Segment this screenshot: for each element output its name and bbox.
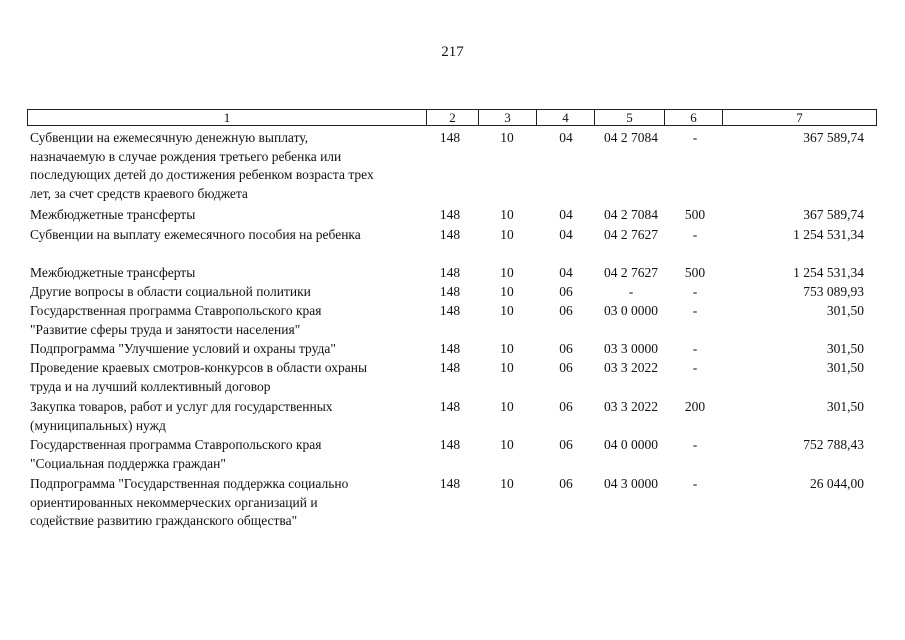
- amount: 752 788,43: [803, 437, 864, 452]
- section-code: 10: [500, 341, 514, 356]
- description-line: последующих детей до достижения ребенком возраста трех: [30, 167, 374, 182]
- row-description: [30, 398, 422, 435]
- header-col-3: 3: [478, 110, 536, 125]
- section-code: 10: [500, 399, 514, 414]
- subsection-code: 06: [559, 399, 573, 414]
- section-code: 10: [500, 227, 514, 242]
- row-description: [30, 302, 422, 339]
- target-article-code: 04 2 7084: [604, 130, 658, 145]
- subsection-code: 06: [559, 284, 573, 299]
- expense-type-code: 500: [684, 265, 706, 280]
- target-article-code: 03 3 2022: [604, 360, 658, 375]
- description-line: Межбюджетные трансферты: [30, 265, 196, 280]
- target-article-code: 04 0 0000: [604, 437, 658, 452]
- expense-type-code: -: [692, 130, 698, 145]
- amount: 753 089,93: [803, 284, 864, 299]
- amount: 1 254 531,34: [793, 227, 864, 242]
- expense-type-code: -: [692, 303, 698, 318]
- expense-type-code: -: [692, 341, 698, 356]
- description-line: Субвенции на выплату ежемесячного пособия на ребенка: [30, 227, 361, 242]
- subsection-code: 06: [559, 476, 573, 491]
- row-description: [30, 264, 422, 283]
- subsection-code: 04: [559, 227, 573, 242]
- section-code: 10: [500, 207, 514, 222]
- expense-type-code: -: [692, 476, 698, 491]
- expense-type-code: -: [692, 437, 698, 452]
- amount: 301,50: [826, 303, 864, 318]
- ministry-code: 148: [439, 227, 461, 242]
- ministry-code: 148: [439, 207, 461, 222]
- expense-type-code: -: [692, 284, 698, 299]
- row-description: [30, 283, 422, 302]
- header-col-7: 7: [722, 110, 876, 125]
- ministry-code: 148: [439, 284, 461, 299]
- ministry-code: 148: [439, 437, 461, 452]
- row-description: [30, 475, 422, 531]
- amount: 301,50: [826, 341, 864, 356]
- description-line: Государственная программа Ставропольского края: [30, 303, 322, 318]
- header-col-6: 6: [664, 110, 722, 125]
- row-description: [30, 340, 422, 359]
- ministry-code: 148: [439, 341, 461, 356]
- section-code: 10: [500, 284, 514, 299]
- section-code: 10: [500, 130, 514, 145]
- section-code: 10: [500, 476, 514, 491]
- header-col-4: 4: [536, 110, 594, 125]
- subsection-code: 06: [559, 360, 573, 375]
- section-code: 10: [500, 303, 514, 318]
- description-line: Подпрограмма "Государственная поддержка социально: [30, 476, 349, 491]
- description-line: лет, за счет средств краевого бюджета: [30, 185, 248, 201]
- expense-type-code: 500: [684, 207, 706, 222]
- target-article-code: 04 3 0000: [604, 476, 658, 491]
- description-line: Государственная программа Ставропольского края: [30, 437, 322, 452]
- expense-type-code: 200: [684, 399, 706, 414]
- header-col-2: 2: [426, 110, 478, 125]
- subsection-code: 04: [559, 207, 573, 222]
- amount: 1 254 531,34: [793, 265, 864, 280]
- target-article-code: 03 0 0000: [604, 303, 658, 318]
- row-description: [30, 206, 422, 225]
- header-col-1: 1: [223, 110, 231, 125]
- subsection-code: 04: [559, 130, 573, 145]
- ministry-code: 148: [439, 130, 461, 145]
- target-article-code: 04 2 7084: [604, 207, 658, 222]
- header-col-5: 5: [594, 110, 664, 125]
- description-line: содействие развитию гражданского общества": [30, 513, 298, 528]
- description-line: "Социальная поддержка граждан": [30, 455, 226, 471]
- description-line: труда и на лучший коллективный договор: [30, 378, 271, 394]
- subsection-code: 04: [559, 265, 573, 280]
- row-description: [30, 226, 422, 245]
- target-article-code: -: [628, 284, 634, 299]
- section-code: 10: [500, 437, 514, 452]
- subsection-code: 06: [559, 437, 573, 452]
- amount: 367 589,74: [803, 130, 864, 145]
- description-line: назначаемую в случае рождения третьего ребенка или: [30, 148, 342, 164]
- description-line: Закупка товаров, работ и услуг для государственных: [30, 399, 333, 414]
- target-article-code: 03 3 0000: [604, 341, 658, 356]
- section-code: 10: [500, 265, 514, 280]
- description-line: (муниципальных) нужд: [30, 417, 166, 433]
- expense-type-code: -: [692, 360, 698, 375]
- description-line: Подпрограмма "Улучшение условий и охраны труда": [30, 341, 336, 356]
- target-article-code: 03 3 2022: [604, 399, 658, 414]
- description-line: Субвенции на ежемесячную денежную выплату,: [30, 130, 309, 145]
- subsection-code: 06: [559, 341, 573, 356]
- description-line: Другие вопросы в области социальной политики: [30, 284, 311, 299]
- amount: 367 589,74: [803, 207, 864, 222]
- amount: 26 044,00: [810, 476, 864, 491]
- row-description: [30, 436, 422, 473]
- ministry-code: 148: [439, 303, 461, 318]
- description-line: Проведение краевых смотров-конкурсов в области охраны: [30, 360, 368, 375]
- ministry-code: 148: [439, 360, 461, 375]
- target-article-code: 04 2 7627: [604, 265, 658, 280]
- page-number: 217: [441, 44, 464, 60]
- section-code: 10: [500, 360, 514, 375]
- subsection-code: 06: [559, 303, 573, 318]
- row-description: [30, 129, 422, 203]
- expense-type-code: -: [692, 227, 698, 242]
- row-description: [30, 359, 422, 396]
- ministry-code: 148: [439, 399, 461, 414]
- description-line: "Развитие сферы труда и занятости населения": [30, 321, 301, 337]
- ministry-code: 148: [439, 476, 461, 491]
- ministry-code: 148: [439, 265, 461, 280]
- amount: 301,50: [826, 360, 864, 375]
- target-article-code: 04 2 7627: [604, 227, 658, 242]
- description-line: ориентированных некоммерческих организаций и: [30, 494, 318, 510]
- description-line: Межбюджетные трансферты: [30, 207, 196, 222]
- amount: 301,50: [826, 399, 864, 414]
